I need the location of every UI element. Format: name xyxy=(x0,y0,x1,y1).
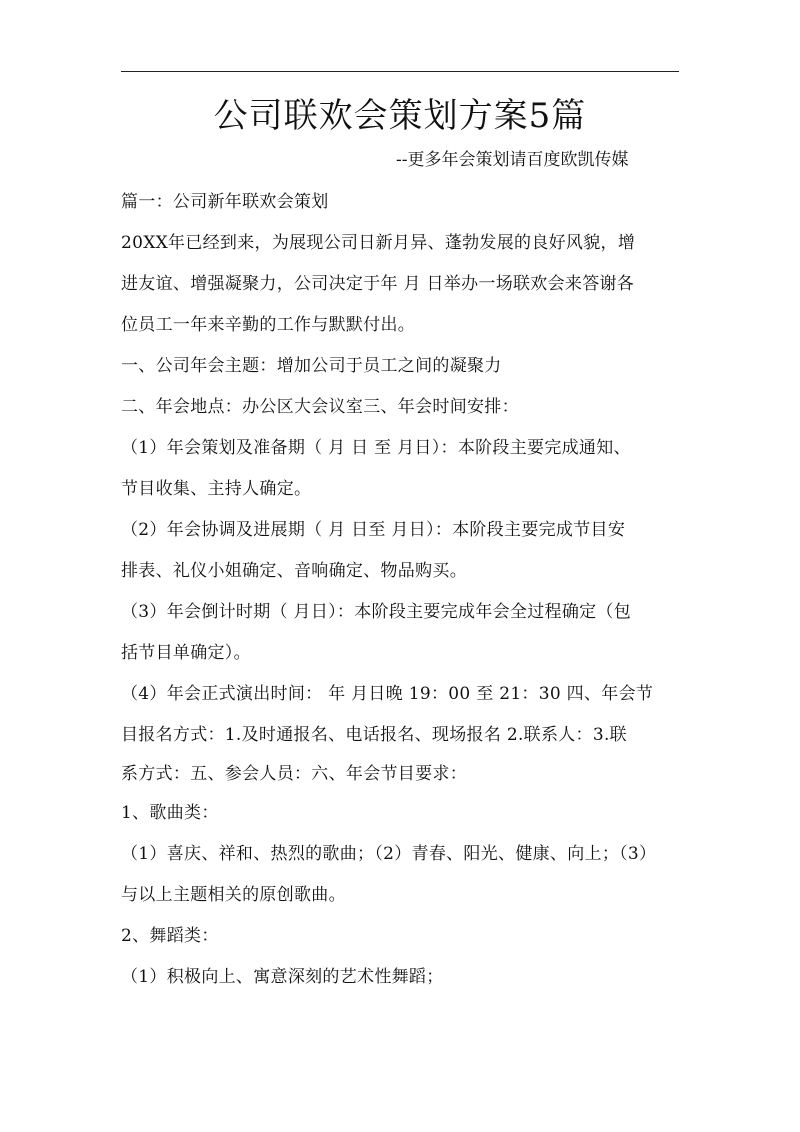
paragraph-line: （1）年会策划及准备期（ 月 日 至 月日）：本阶段主要完成通知、 xyxy=(121,438,631,458)
paragraph-line: 20XX年已经到来，为展现公司日新月异、蓬勃发展的良好风貌，增 xyxy=(121,233,636,253)
paragraph-line: 2、舞蹈类： xyxy=(121,926,219,946)
paragraph-line: 括节目单确定）。 xyxy=(121,643,251,663)
paragraph-line: （1）喜庆、祥和、热烈的歌曲；（2）青春、阳光、健康、向上；（3） xyxy=(121,844,657,864)
paragraph-line: （3）年会倒计时期（ 月日）：本阶段主要完成年会全过程确定（包 xyxy=(121,602,632,622)
paragraph-line: 位员工一年来辛勤的工作与默默付出。 xyxy=(121,315,416,335)
paragraph-line: （4）年会正式演出时间： 年 月日晚 19：00 至 21：30 四、年会节 xyxy=(121,684,654,704)
paragraph-line: 系方式：五、参会人员：六、年会节目要求： xyxy=(121,764,467,784)
paragraph-line: 一、公司年会主题：增加公司于员工之间的凝聚力 xyxy=(121,356,502,376)
paragraph-line: （2）年会协调及进展期（ 月 日至 月日）：本阶段主要完成节目安 xyxy=(121,520,626,540)
paragraph-line: 进友谊、增强凝聚力，公司决定于年 月 日举办一场联欢会来答谢各 xyxy=(121,274,635,294)
document-subtitle: --更多年会策划请百度欧凯传媒 xyxy=(396,150,629,170)
paragraph-line: 与以上主题相关的原创歌曲。 xyxy=(121,885,346,905)
paragraph-line: 二、年会地点：办公区大会议室三、年会时间安排： xyxy=(121,397,519,417)
document-title: 公司联欢会策划方案5篇 xyxy=(213,96,587,136)
paragraph-line: （1）积极向上、寓意深刻的艺术性舞蹈； xyxy=(121,967,444,987)
paragraph-line: 节目收集、主持人确定。 xyxy=(121,479,312,499)
paragraph-line: 1、歌曲类： xyxy=(121,803,219,823)
paragraph-line: 目报名方式：1.及时通报名、电话报名、现场报名 2.联系人：3.联 xyxy=(121,725,627,745)
paragraph-line: 排表、礼仪小姐确定、音响确定、物品购买。 xyxy=(121,561,467,581)
document-body xyxy=(121,187,683,1003)
paragraph-line: 篇一：公司新年联欢会策划 xyxy=(121,192,329,212)
header-rule xyxy=(121,71,679,72)
